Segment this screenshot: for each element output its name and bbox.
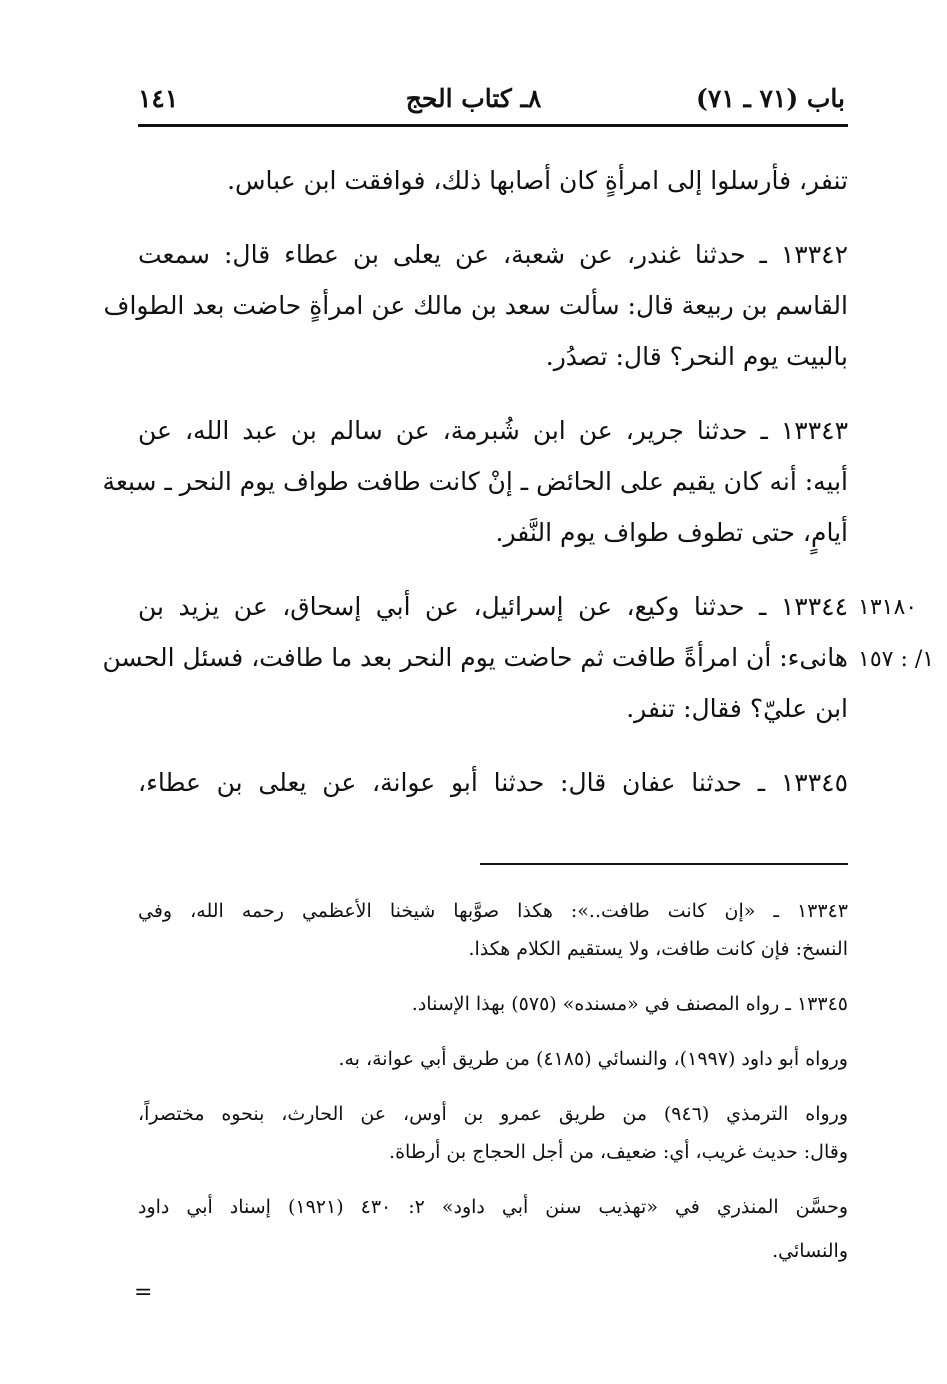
footnote-line: ورواه أبو داود (١٩٩٧)، والنسائي (٤١٨٥) من طريق أبي عوانة، به.	[338, 1048, 848, 1070]
margin-reference: ١/ : ١٥٧	[858, 647, 935, 672]
margin-reference: ١٣١٨٠	[858, 595, 918, 620]
hadith-13345-line: ١٣٣٤٥ ـ حدثنا عفان قال: حدثنا أبو عوانة، عن يعلى بن عطاء،	[138, 768, 848, 797]
body-line: ابن عليّ؟ فقال: تنفر.	[626, 694, 848, 723]
hadith-13343-line: ١٣٣٤٣ ـ حدثنا جرير، عن ابن شُبرمة، عن سالم بن عبد الله، عن	[138, 416, 848, 445]
hadith-13344-line: ١٣٣٤٤ ـ حدثنا وكيع، عن إسرائيل، عن أبي إسحاق، عن يزيد بن	[138, 592, 848, 621]
body-line: هانىء: أن امرأةً طافت ثم حاضت يوم النحر بعد ما طافت، فسئل الحسن	[102, 643, 848, 672]
body-line: تنفر، فأرسلوا إلى امرأةٍ كان أصابها ذلك، فوافقت ابن عباس.	[227, 166, 848, 195]
footnote-separator	[480, 863, 848, 865]
footnote-line: النسخ: فإن كانت طافت، ولا يستقيم الكلام هكذا.	[468, 938, 848, 960]
footnote-line: وحسَّن المنذري في «تهذيب سنن أبي داود» ٢: ٤٣٠ (١٩٢١) إسناد أبي داود	[138, 1196, 849, 1218]
footnote-line: ١٣٣٤٣ ـ «إن كانت طافت..»: هكذا صوَّبها شيخنا الأعظمي رحمه الله، وفي	[138, 900, 848, 922]
body-line: القاسم بن ربيعة قال: سألت سعد بن مالك عن امرأةٍ حاضت بعد الطواف	[103, 291, 848, 320]
body-line: بالبيت يوم النحر؟ قال: تصدُر.	[545, 342, 848, 371]
footnote-line: والنسائي.	[772, 1240, 848, 1262]
body-line: أيامٍ، حتى تطوف طواف يوم النَّفر.	[495, 518, 848, 547]
footnote-line: ورواه الترمذي (٩٤٦) من طريق عمرو بن أوس، عن الحارث، بنحوه مختصراً،	[138, 1103, 848, 1125]
hadith-13342-line: ١٣٣٤٢ ـ حدثنا غندر، عن شعبة، عن يعلى بن عطاء قال: سمعت	[138, 240, 848, 269]
continuation-mark: =	[134, 1280, 153, 1305]
footnote-line: وقال: حديث غريب، أي: ضعيف، من أجل الحجاج بن أرطاة.	[389, 1141, 848, 1163]
page-number: ١٤١	[138, 84, 179, 113]
body-line: أبيه: أنه كان يقيم على الحائض ـ إنْ كانت طافت طواف يوم النحر ـ سبعة	[102, 467, 848, 496]
book-title: ٨ـ كتاب الحج	[405, 84, 542, 113]
header-rule	[138, 124, 848, 127]
chapter-label: باب (٧١ ـ ٧١)	[696, 84, 845, 113]
footnote-line: ١٣٣٤٥ ـ رواه المصنف في «مسنده» (٥٧٥) بهذا الإسناد.	[411, 993, 848, 1015]
